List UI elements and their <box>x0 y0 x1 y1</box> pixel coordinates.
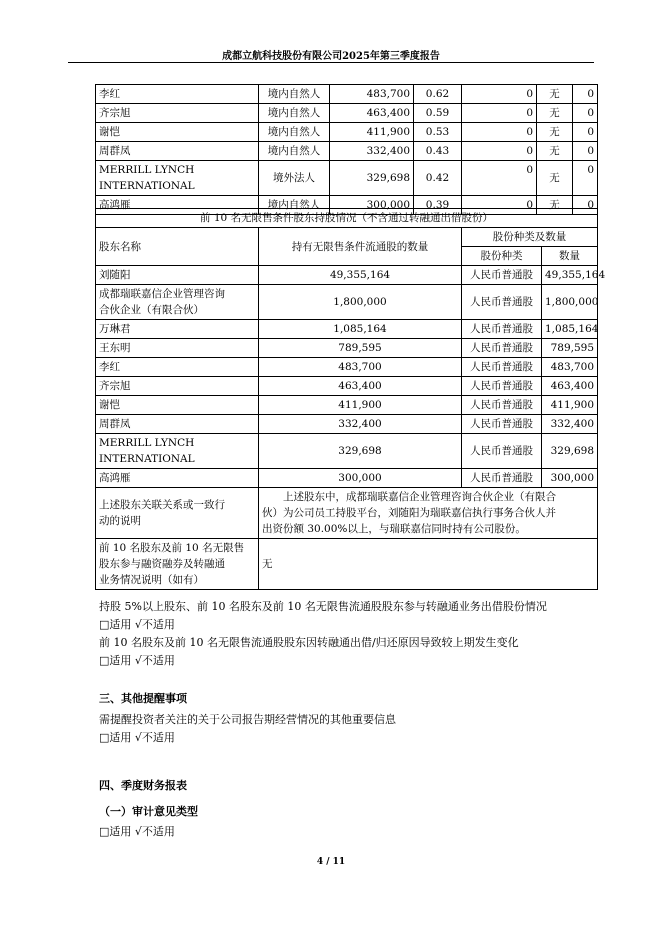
holder-name: 周群凤 <box>96 142 259 161</box>
relation-label-line: 上述股东关联关系或一致行 <box>99 499 225 511</box>
holder-type: 境内自然人 <box>259 142 330 161</box>
holder-name: 高鸿雁 <box>96 196 259 215</box>
holder-name-line: MERRILL LYNCH <box>99 437 195 449</box>
share-num: 332,400 <box>542 415 598 434</box>
share-num: 789,595 <box>542 339 598 358</box>
share-num: 1,800,000 <box>542 285 598 320</box>
holder-name <box>96 434 259 469</box>
unrestricted-holders-table <box>95 208 606 590</box>
relation-text-line: 上述股东中，成都瑞联嘉信企业管理咨询合伙企业（有限合 <box>283 491 556 503</box>
holder-restricted: 0 <box>462 161 537 196</box>
holder-qty: 332,400 <box>259 415 462 434</box>
holder-shares: 332,400 <box>330 142 414 161</box>
applicability-option: □适用 √不适用 <box>99 654 175 667</box>
share-num: 49,355,164 <box>542 266 598 285</box>
pledge-status: 无 <box>537 161 573 196</box>
table-header-row <box>96 228 598 247</box>
pledge-status: 无 <box>537 123 573 142</box>
table-row <box>96 285 598 320</box>
holder-name-line: 成都瑞联嘉信企业管理咨询 <box>99 288 225 300</box>
relation-row <box>96 488 598 539</box>
section-heading: 三、其他提醒事项 <box>99 692 187 705</box>
table-row <box>96 320 598 339</box>
margin-label-line: 股东参与融资融券及转融通 <box>99 558 225 570</box>
share-kind: 人民币普通股 <box>462 285 542 320</box>
table-row <box>96 85 598 104</box>
holder-type: 境内自然人 <box>259 85 330 104</box>
pledge-qty: 0 <box>573 104 598 123</box>
share-num: 300,000 <box>542 469 598 488</box>
share-kind: 人民币普通股 <box>462 339 542 358</box>
holder-pct: 0.43 <box>414 142 462 161</box>
share-kind: 人民币普通股 <box>462 358 542 377</box>
share-num: 483,700 <box>542 358 598 377</box>
applicability-option: □适用 √不适用 <box>99 825 175 838</box>
share-num: 329,698 <box>542 434 598 469</box>
holder-qty: 300,000 <box>259 469 462 488</box>
holder-qty: 483,700 <box>259 358 462 377</box>
share-num: 463,400 <box>542 377 598 396</box>
holder-shares: 411,900 <box>330 123 414 142</box>
holder-qty: 1,800,000 <box>259 285 462 320</box>
margin-value: 无 <box>259 539 598 590</box>
relation-text-line: 出资份额 30.00%以上，与瑞联嘉信同时持有公司股份。 <box>262 523 526 535</box>
margin-label-line: 业务情况说明（如有） <box>99 574 204 586</box>
header-divider <box>68 62 594 63</box>
table-row <box>96 104 598 123</box>
relation-label <box>96 488 259 539</box>
top-holders-table <box>95 84 598 215</box>
holder-name: 谢恺 <box>96 123 259 142</box>
holder-name: 周群凤 <box>96 415 259 434</box>
section-title: 前 10 名无限售条件股东持股情况（不含通过转融通出借股份） <box>96 209 598 228</box>
holder-name-line: INTERNATIONAL <box>99 180 195 192</box>
holder-restricted: 0 <box>462 85 537 104</box>
holder-restricted: 0 <box>462 104 537 123</box>
holder-type: 境外法人 <box>259 161 330 196</box>
paragraph-lending: 持股 5%以上股东、前 10 名股东及前 10 名无限售流通股股东参与转融通业务出借股份情况 <box>99 600 547 613</box>
pledge-qty: 0 <box>573 161 598 196</box>
section-heading: 四、季度财务报表 <box>99 779 187 792</box>
holder-qty: 411,900 <box>259 396 462 415</box>
page-number: 4 / 11 <box>316 857 346 867</box>
applicability-option: □适用 √不适用 <box>99 618 175 631</box>
margin-row <box>96 539 598 590</box>
holder-pct: 0.62 <box>414 85 462 104</box>
share-kind: 人民币普通股 <box>462 396 542 415</box>
share-kind: 人民币普通股 <box>462 434 542 469</box>
holder-shares: 483,700 <box>330 85 414 104</box>
holder-name: 齐宗旭 <box>96 377 259 396</box>
column-header: 数量 <box>542 247 598 266</box>
relation-label-line: 动的说明 <box>99 515 141 527</box>
table-row <box>96 434 598 469</box>
holder-shares: 463,400 <box>330 104 414 123</box>
page-header: 成都立航科技股份有限公司2025年第三季度报告 <box>222 51 440 62</box>
holder-shares: 300,000 <box>330 196 414 215</box>
table-row <box>96 415 598 434</box>
holder-name: 刘随阳 <box>96 266 259 285</box>
applicability-option: □适用 √不适用 <box>99 731 175 744</box>
table-row <box>96 377 598 396</box>
holder-pct: 0.53 <box>414 123 462 142</box>
holder-name: 万琳君 <box>96 320 259 339</box>
share-kind: 人民币普通股 <box>462 266 542 285</box>
holder-name-line: 合伙企业（有限合伙） <box>99 304 204 316</box>
pledge-qty: 0 <box>573 123 598 142</box>
holder-pct: 0.42 <box>414 161 462 196</box>
holder-qty: 49,355,164 <box>259 266 462 285</box>
holder-qty: 789,595 <box>259 339 462 358</box>
paragraph-change: 前 10 名股东及前 10 名无限售流通股股东因转融通出借/归还原因导致较上期发生变化 <box>99 636 519 649</box>
pledge-qty: 0 <box>573 196 598 215</box>
holder-qty: 1,085,164 <box>259 320 462 339</box>
table-row <box>96 123 598 142</box>
table-row <box>96 339 598 358</box>
holder-qty: 329,698 <box>259 434 462 469</box>
column-header: 股东名称 <box>96 228 259 266</box>
subsection-heading: （一）审计意见类型 <box>99 805 198 818</box>
column-header: 持有无限售条件流通股的数量 <box>259 228 462 266</box>
holder-type: 境内自然人 <box>259 104 330 123</box>
holder-type: 境内自然人 <box>259 123 330 142</box>
pledge-status: 无 <box>537 104 573 123</box>
holder-pct: 0.39 <box>414 196 462 215</box>
holder-restricted: 0 <box>462 196 537 215</box>
holder-name: 齐宗旭 <box>96 104 259 123</box>
table-row <box>96 396 598 415</box>
holder-name: 李红 <box>96 358 259 377</box>
holder-name <box>96 161 259 196</box>
holder-shares: 329,698 <box>330 161 414 196</box>
pledge-status: 无 <box>537 85 573 104</box>
column-header: 股份种类及数量 <box>462 228 598 247</box>
pledge-status: 无 <box>537 196 573 215</box>
holder-name: 李红 <box>96 85 259 104</box>
holder-qty: 463,400 <box>259 377 462 396</box>
share-kind: 人民币普通股 <box>462 415 542 434</box>
holder-name: 王东明 <box>96 339 259 358</box>
relation-text <box>259 488 598 539</box>
holder-restricted: 0 <box>462 123 537 142</box>
table-row <box>96 142 598 161</box>
holder-type: 境内自然人 <box>259 196 330 215</box>
share-kind: 人民币普通股 <box>462 320 542 339</box>
paragraph-reminder: 需提醒投资者关注的关于公司报告期经营情况的其他重要信息 <box>99 713 396 726</box>
margin-label <box>96 539 259 590</box>
holder-name <box>96 285 259 320</box>
holder-restricted: 0 <box>462 142 537 161</box>
column-header: 股份种类 <box>462 247 542 266</box>
holder-name-line: INTERNATIONAL <box>99 453 195 465</box>
holder-name: 高鸿雁 <box>96 469 259 488</box>
margin-label-line: 前 10 名股东及前 10 名无限售 <box>99 542 245 554</box>
table-row <box>96 266 598 285</box>
share-kind: 人民币普通股 <box>462 377 542 396</box>
relation-text-line: 伙）为公司员工持股平台，刘随阳为瑞联嘉信执行事务合伙人并 <box>262 507 556 519</box>
table-row <box>96 469 598 488</box>
section-title-row <box>96 209 598 228</box>
share-num: 1,085,164 <box>542 320 598 339</box>
pledge-qty: 0 <box>573 142 598 161</box>
holder-name-line: MERRILL LYNCH <box>99 164 195 176</box>
table-row <box>96 161 598 196</box>
pledge-qty: 0 <box>573 85 598 104</box>
holder-pct: 0.59 <box>414 104 462 123</box>
share-num: 411,900 <box>542 396 598 415</box>
share-kind: 人民币普通股 <box>462 469 542 488</box>
holder-name: 谢恺 <box>96 396 259 415</box>
table-row <box>96 358 598 377</box>
pledge-status: 无 <box>537 142 573 161</box>
